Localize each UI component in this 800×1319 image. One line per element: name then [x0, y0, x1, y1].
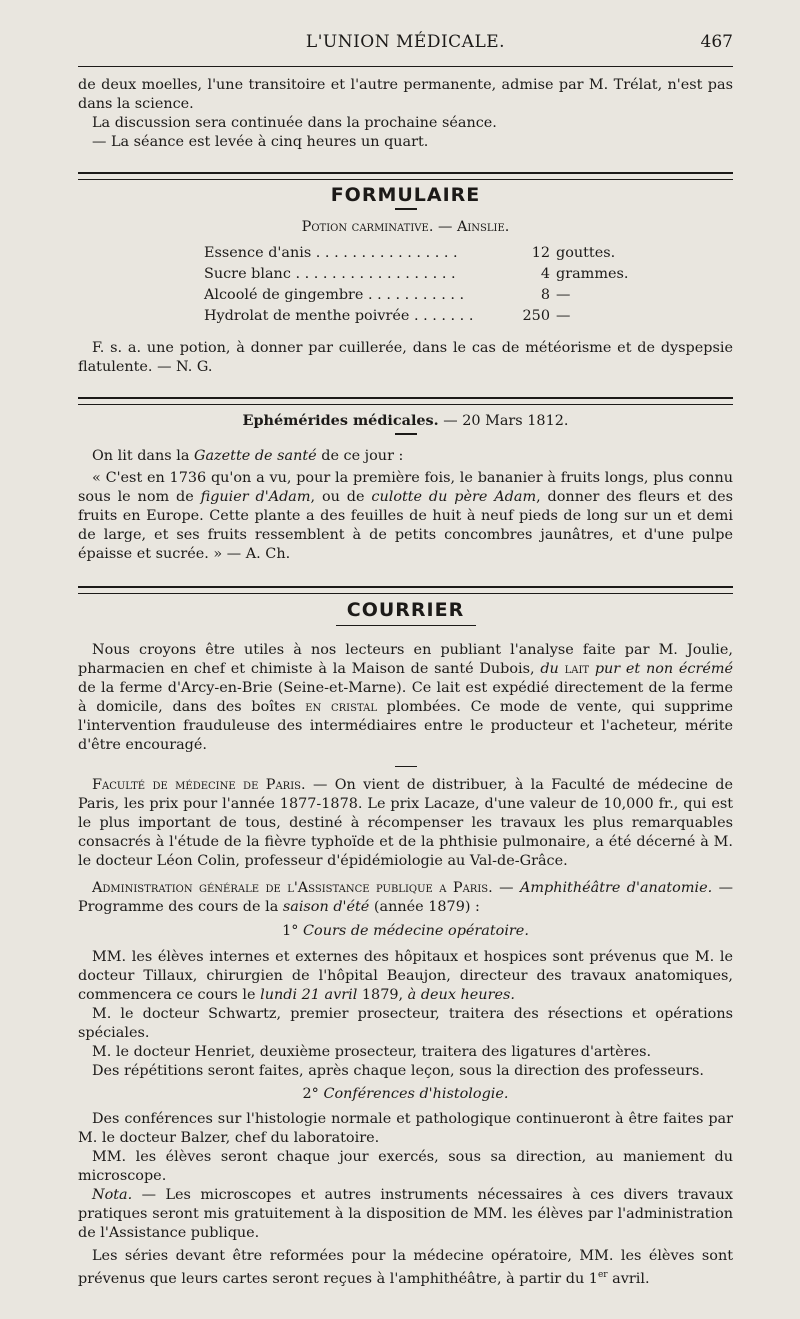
discussion-line: La discussion sera continuée dans la prochaine séance. [92, 115, 497, 131]
ephemerides-quote [78, 469, 733, 564]
quote-text: « C'est en 1736 qu'on a vu, pour la première fois, le bananier à fruits longs, plus connu sous le nom de [78, 470, 733, 505]
lait-du: du [540, 661, 559, 677]
section-rule-courrier [78, 586, 733, 594]
ingredient-quantity: 8 [540, 287, 550, 303]
seance-line: — La séance est levée à cinq heures un quart. [92, 134, 429, 150]
ingredient-quantity: 12 [531, 245, 550, 261]
lait-text-end: plombées. Ce mode de vente, qui supprime l'intervention frauduleuse des intermédiaires entre le producteur et l'acheteur, mérite d'être encouragé. [78, 699, 734, 753]
ingredient-unit: gouttes. [556, 245, 616, 261]
tillaux-date: lundi 21 avril [260, 987, 358, 1003]
quote-name-culotte: culotte du père Adam [371, 489, 537, 505]
quote-text: , ou de [310, 489, 372, 505]
ingredient-name: Sucre blanc . . . . . . . . . . . . . . . . . . [204, 266, 456, 282]
recipe-table [204, 243, 628, 327]
lait-paragraph [78, 641, 733, 755]
lait-text: de la ferme d'Arcy-en-Brie (Seine-et-Marne). Ce lait est expédié directement de la ferme à domicile, dans des boîtes [78, 680, 733, 715]
page-number: 467 [700, 32, 733, 52]
ephemerides-heading [78, 411, 733, 431]
ingredient-unit: grammes. [556, 266, 629, 282]
recipe-instructions: F. s. a. une potion, à donner par cuillerée, dans le cas de météorisme et de dyspepsie flatulente. — N. G. [78, 340, 733, 375]
ephemerides-heading-rule [395, 433, 417, 435]
admin-text: — Programme des cours de la [78, 880, 733, 915]
section-rule-ephemerides [78, 397, 733, 405]
series-text-end: avril. [607, 1270, 650, 1287]
intro-paragraph: de deux moelles, l'une transitoire et l'autre permanente, admise par M. Trélat, n'est pas dans la science. [78, 77, 733, 112]
tillaux-text: MM. les élèves internes et externes des hôpitaux et hospices sont prévenus que M. le docteur Tillaux, chirurgien de l'hôpital Beaujon, directeur des travaux anatomiques, commencera ce cours le [78, 949, 733, 1003]
conf-title: Conférences d'histologie. [323, 1086, 509, 1102]
cours-heading [78, 922, 733, 941]
potion-subtitle [78, 218, 733, 237]
section-rule-formulaire [78, 172, 733, 180]
ingredient-name: Essence d'anis . . . . . . . . . . . . . . . . [204, 245, 458, 261]
series-superscript: er [597, 1270, 608, 1280]
courrier-heading-rule [336, 625, 476, 626]
ephemerides-date: — 20 Mars 1812. [443, 413, 569, 429]
ingredient-name: Alcoolé de gingembre . . . . . . . . . . . [204, 287, 465, 303]
admin-amphitheatre: Amphithéâtre d'anatomie. [519, 880, 713, 896]
admin-label: Administration générale de l'Assistance publique a Paris. [92, 880, 493, 896]
nota-text: — Les microscopes et autres instruments nécessaires à ces divers travaux pratiques seront mis gratuitement à la disposition de MM. les élèves par l'administration de l'Assistance publique. [78, 1187, 733, 1241]
formulaire-heading-rule [395, 208, 417, 210]
conferences-heading [78, 1085, 733, 1104]
formulaire-heading: FORMULAIRE [330, 184, 481, 206]
lait-pur: pur et non écrémé [594, 661, 734, 677]
admin-text-end: (année 1879) : [369, 899, 480, 915]
henriet-line: M. le docteur Henriet, deuxième prosecteur, traitera des ligatures d'artères. [92, 1044, 652, 1060]
balzer-paragraph: Des conférences sur l'histologie normale et pathologique continueront à être faites par M. le docteur Balzer, chef du laboratoire. [78, 1111, 733, 1146]
ingredient-unit: — [556, 287, 571, 303]
ephemerides-lead [78, 447, 733, 466]
lait-cristal: en cristal [305, 699, 377, 715]
ingredient-unit: — [556, 308, 571, 324]
quote-name-figuier: figuier d'Adam [200, 489, 311, 505]
quote-text-end: , donner des fleurs et des fruits en Europe. Cette plante a des feuilles de huit à neuf pieds de long sur un et demi de large, et ses fruits ressemblent à de petits concombres jaunâtres, et d'une pulpe épaisse et sucrée. » — A. Ch. [78, 489, 733, 562]
series-text: Les séries devant être reformées pour la médecine opératoire, MM. les élèves sont prévenus que leurs cartes seront reçues à l'amphithéâtre, à partir du 1 [78, 1248, 733, 1287]
conf-number: 2° [302, 1086, 324, 1102]
courrier-heading: COURRIER [346, 599, 465, 621]
recipe-row [204, 306, 628, 327]
faculte-label: Faculté de médecine de Paris. [92, 777, 306, 793]
lait-text: Nous croyons être utiles à nos lecteurs en publiant l'analyse faite par M. Joulie, pharmacien en chef et chimiste à la Maison de santé Dubois, [78, 642, 733, 677]
ephemerides-section [78, 411, 733, 564]
ephemerides-title: Ephémérides médicales. [242, 412, 439, 429]
page-header [78, 32, 733, 58]
recipe-row [204, 243, 628, 264]
ingredient-quantity: 4 [540, 266, 550, 282]
journal-name: Gazette de santé [193, 448, 317, 464]
courrier-section [78, 599, 733, 1289]
intro-block [78, 76, 733, 152]
nota-paragraph [78, 1186, 733, 1243]
tillaux-year: 1879, [357, 987, 408, 1003]
admin-paragraph [78, 879, 733, 917]
potion-author: — Ainslie. [437, 219, 510, 235]
potion-name: Potion carminative. [301, 219, 434, 235]
nota-label: Nota. [92, 1187, 133, 1203]
lead-text-end: de ce jour : [316, 448, 404, 464]
formulaire-section [78, 184, 733, 377]
schwartz-line: M. le docteur Schwartz, premier prosecteur, traitera des résections et opérations spéciales. [78, 1006, 733, 1041]
admin-saison: saison d'été [282, 899, 370, 915]
running-title: L'UNION MÉDICALE. [305, 32, 506, 52]
faculte-text: — On vient de distribuer, à la Faculté de médecine de Paris, les prix pour l'année 1877-1878. Le prix Lacaze, d'une valeur de 10,000 fr., qui est le plus important de tous, destiné à récompenser les travaux les plus remarquables consacrés à l'étude de la fièvre typhoïde et de la phthisie pulmonaire, a été décerné à M. le docteur Léon Colin, professeur d'épidémiologie au Val-de-Grâce. [78, 777, 733, 869]
repetitions-line: Des répétitions seront faites, après chaque leçon, sous la direction des professeurs. [92, 1063, 704, 1079]
ingredient-name: Hydrolat de menthe poivrée . . . . . . . [204, 308, 474, 324]
admin-dash: — [492, 880, 520, 896]
header-rule [78, 66, 733, 67]
lait-word: lait [564, 661, 590, 677]
faculte-paragraph [78, 776, 733, 871]
item-separator [395, 766, 417, 767]
recipe-row [204, 285, 628, 306]
tillaux-paragraph [78, 948, 733, 1005]
tillaux-hour: à deux heures. [407, 987, 515, 1003]
microscope-line: MM. les élèves seront chaque jour exercés, sous sa direction, au maniement du microscope. [78, 1149, 733, 1184]
cours-title: Cours de médecine opératoire. [303, 923, 529, 939]
series-paragraph [78, 1247, 733, 1289]
recipe-row [204, 264, 628, 285]
lead-text: On lit dans la [92, 448, 194, 464]
ingredient-quantity: 250 [522, 308, 550, 324]
cours-number: 1° [282, 923, 304, 939]
